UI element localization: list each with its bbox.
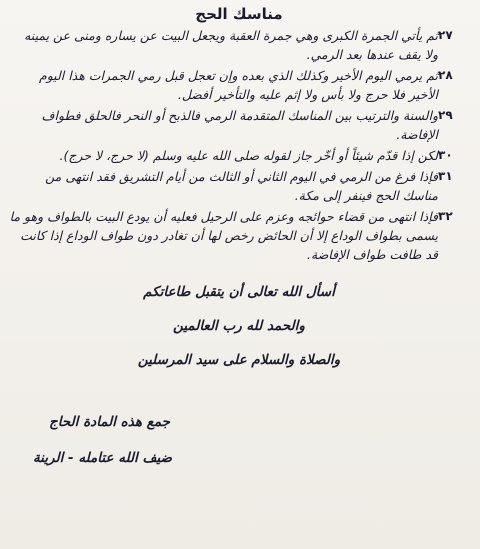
item-text: ثم يرمي اليوم الأخير وكذلك الذي بعده وإن تعجل قبل رمي الجمرات هذا اليوم الأخير فلا حرج ولا بأس ولا إثم عليه والتأخير أفضل. — [38, 68, 438, 102]
item-number: ٢٩ — [438, 108, 453, 122]
closing-blessing: والصلاة والسلام على سيد المرسلين — [137, 352, 341, 368]
list-item — [8, 106, 470, 144]
item-text: فإذا فرغ من الرمي في اليوم الثاني أو الثالث من أيام التشريق فقد انتهى من مناسك الحج فينفر إلى مكة. — [45, 169, 438, 203]
list-item — [8, 146, 470, 165]
list-item — [8, 167, 470, 205]
closing-prayer: أسأل الله تعالى أن يتقبل طاعاتكم — [143, 284, 335, 300]
item-number: ٣١ — [438, 169, 453, 183]
list-item — [8, 26, 470, 64]
item-text: والسنة والترتيب بين المناسك المتقدمة الرمي فالذبح أو النحر فالحلق فطواف الإفاضة. — [41, 108, 438, 142]
list-item — [8, 66, 470, 104]
closing-praise: والحمد لله رب العالمين — [173, 318, 305, 334]
signature-name: ضيف الله عتامله - الرينة — [32, 450, 172, 466]
item-text: لكن إذا قدّم شيئاً أو أخّر جاز لقوله صلى الله عليه وسلم (لا حرج، لا حرج). — [59, 148, 438, 163]
item-number: ٢٨ — [438, 68, 453, 82]
item-text: فإذا انتهى من قضاء حوائجه وعزم على الرحيل فعليه أن يودع البيت بالطواف وهو ما يسمى بطواف الوداع إلا أن الحائض رخص لها أن تغادر دون طواف الوداع إذا كانت قد طافت طواف الإفاضة. — [9, 209, 438, 262]
list-item — [8, 207, 470, 264]
item-number: ٢٧ — [438, 28, 453, 42]
document-title: مناسك الحج — [195, 5, 283, 23]
item-number: ٣٢ — [438, 209, 453, 223]
item-number: ٣٠ — [438, 148, 453, 162]
signature-compiler: جمع هذه المادة الحاج — [49, 414, 170, 430]
item-text: ثم يأتي الجمرة الكبرى وهي جمرة العقبة ويجعل البيت عن يساره ومنى عن يمينه ولا يقف عندها بعد الرمي. — [24, 28, 438, 62]
